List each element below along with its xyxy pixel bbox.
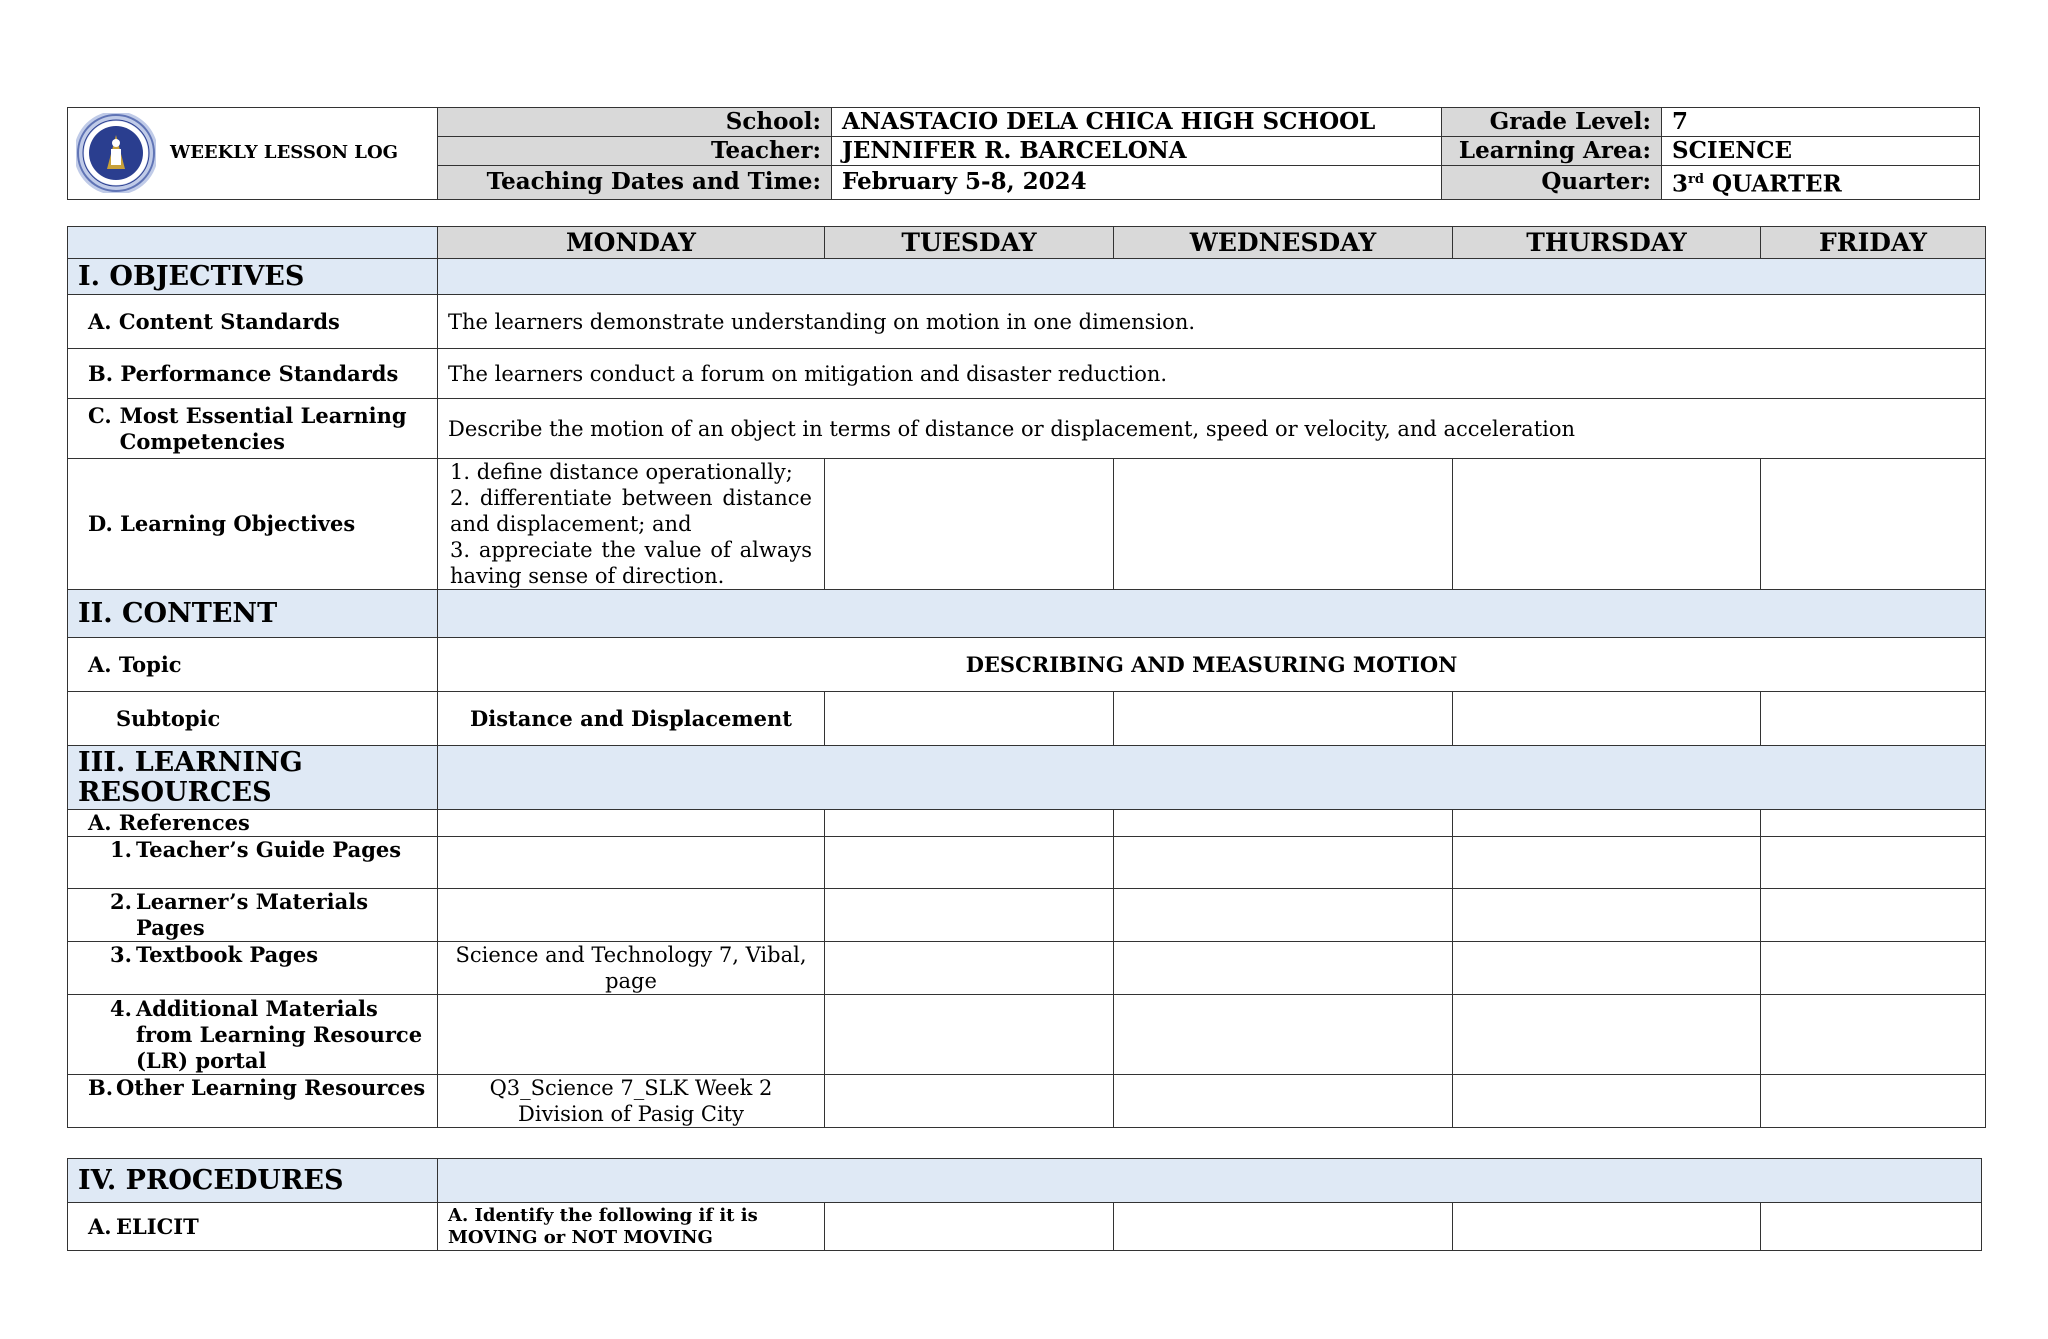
cell-empty (1114, 810, 1453, 837)
day-tuesday: TUESDAY (825, 227, 1114, 259)
quarter-value (1662, 166, 1980, 200)
elicit-text: ELICIT (116, 1213, 199, 1239)
cell-empty (1114, 1075, 1453, 1128)
elicit-monday: A. Identify the following if it is MOVING or NOT MOVING (438, 1203, 825, 1251)
topic-label: A. Topic (68, 638, 438, 692)
cell-empty (1453, 942, 1761, 995)
performance-standards-label: B. Performance Standards (68, 349, 438, 399)
dates-value: February 5-8, 2024 (832, 166, 1442, 200)
log-title: WEEKLY LESSON LOG (170, 142, 399, 164)
cell-empty (1453, 459, 1761, 590)
cell-empty (825, 1203, 1114, 1251)
cell-empty (825, 459, 1114, 590)
melc-label-num: C. (88, 402, 112, 428)
textbook-row (68, 942, 1986, 995)
content-standards-row (68, 295, 1986, 349)
cell-empty (1114, 942, 1453, 995)
melc-text: Describe the motion of an object in terms of distance or displacement, speed or velocity, and acceleration (438, 399, 1986, 459)
cell-empty (825, 837, 1114, 889)
learning-objectives-row (68, 459, 1986, 590)
quarter-rest: QUARTER (1703, 170, 1842, 198)
subtopic-row (68, 692, 1986, 746)
subtopic-text: Distance and Displacement (438, 692, 825, 746)
dates-label: Teaching Dates and Time: (438, 166, 832, 200)
melc-label (68, 399, 438, 459)
cell-empty (1453, 810, 1761, 837)
procedures-heading-row (68, 1159, 1982, 1203)
additional-materials-label (68, 995, 438, 1075)
procedures-heading-fill (438, 1159, 1982, 1203)
procedures-heading: IV. PROCEDURES (68, 1159, 438, 1203)
other-resources-line-2: Division of Pasig City (518, 1102, 744, 1126)
cell-empty (1114, 995, 1453, 1075)
cell-empty (1453, 692, 1761, 746)
cell-empty (825, 995, 1114, 1075)
elicit-label (68, 1203, 438, 1251)
performance-standards-text: The learners conduct a forum on mitigation and disaster reduction. (438, 349, 1986, 399)
melc-label-text: Most Essential Learning Competencies (119, 402, 407, 454)
learners-materials-row (68, 889, 1986, 942)
cell-empty (1761, 942, 1986, 995)
cell-empty (438, 837, 825, 889)
days-row (68, 227, 1986, 259)
content-heading-row (68, 590, 1986, 638)
procedures-table (67, 1158, 1982, 1251)
cell-empty (438, 889, 825, 942)
textbook-label (68, 942, 438, 995)
cell-empty (825, 889, 1114, 942)
references-row (68, 810, 1986, 837)
days-corner (68, 227, 438, 259)
grade-label: Grade Level: (1442, 108, 1662, 137)
header-table (67, 107, 1980, 200)
other-resources-label (68, 1075, 438, 1128)
additional-materials-text: Additional Materials from Learning Resource (LR) portal (136, 995, 423, 1073)
objective-item-1: 1. define distance operationally; (450, 460, 793, 484)
additional-materials-row (68, 995, 1986, 1075)
resources-heading: III. LEARNING RESOURCES (68, 746, 438, 810)
cell-empty (1761, 459, 1986, 590)
teacher-value: JENNIFER R. BARCELONA (832, 137, 1442, 166)
content-standards-text: The learners demonstrate understanding on motion in one dimension. (438, 295, 1986, 349)
objective-item-2: 2. differentiate between distance and displacement; and (450, 486, 812, 536)
resources-heading-fill (438, 746, 1986, 810)
day-wednesday: WEDNESDAY (1114, 227, 1453, 259)
other-resources-num: B. (88, 1075, 114, 1100)
teacher-label: Teacher: (438, 137, 832, 166)
subtopic-label: Subtopic (68, 692, 438, 746)
cell-empty (1453, 889, 1761, 942)
lesson-log-table (67, 226, 1986, 1128)
learning-objectives-label: D. Learning Objectives (68, 459, 438, 590)
other-resources-text: Other Learning Resources (116, 1075, 426, 1100)
cell-empty (438, 995, 825, 1075)
cell-empty (1761, 889, 1986, 942)
performance-standards-row (68, 349, 1986, 399)
objectives-heading: I. OBJECTIVES (68, 259, 438, 295)
cell-empty (1453, 1203, 1761, 1251)
cell-empty (825, 942, 1114, 995)
learners-materials-label (68, 889, 438, 942)
resources-heading-row (68, 746, 1986, 810)
topic-text: DESCRIBING AND MEASURING MOTION (438, 638, 1986, 692)
header-logo-cell (68, 108, 438, 200)
cell-empty (1761, 837, 1986, 889)
cell-empty (825, 1075, 1114, 1128)
cell-empty (825, 692, 1114, 746)
day-thursday: THURSDAY (1453, 227, 1761, 259)
area-label: Learning Area: (1442, 137, 1662, 166)
cell-empty (1761, 1203, 1982, 1251)
cell-empty (1114, 1203, 1453, 1251)
area-value: SCIENCE (1662, 137, 1980, 166)
textbook-num: 3. (110, 942, 132, 967)
cell-empty (1114, 692, 1453, 746)
objectives-heading-fill (438, 259, 1986, 295)
content-heading-fill (438, 590, 1986, 638)
references-label: A. References (68, 810, 438, 837)
cell-empty (1453, 837, 1761, 889)
other-resources-line-1: Q3_Science 7_SLK Week 2 (489, 1076, 773, 1100)
content-heading: II. CONTENT (68, 590, 438, 638)
cell-empty (825, 810, 1114, 837)
melc-row (68, 399, 1986, 459)
textbook-monday: Science and Technology 7, Vibal, page (438, 942, 825, 995)
cell-empty (1761, 1075, 1986, 1128)
elicit-num: A. (88, 1213, 112, 1239)
learning-objectives-monday (438, 459, 825, 590)
day-monday: MONDAY (438, 227, 825, 259)
cell-empty (1761, 995, 1986, 1075)
learners-materials-text: Learner’s Materials Pages (136, 889, 369, 940)
cell-empty (1761, 810, 1986, 837)
cell-empty (1114, 837, 1453, 889)
quarter-label: Quarter: (1442, 166, 1662, 200)
grade-value: 7 (1662, 108, 1980, 137)
teachers-guide-num: 1. (110, 837, 132, 862)
cell-empty (438, 810, 825, 837)
textbook-text: Textbook Pages (136, 942, 319, 967)
quarter-num: 3 (1672, 170, 1689, 198)
school-value: ANASTACIO DELA CHICA HIGH SCHOOL (832, 108, 1442, 137)
topic-row (68, 638, 1986, 692)
cell-empty (1453, 1075, 1761, 1128)
content-standards-label: A. Content Standards (68, 295, 438, 349)
learners-materials-num: 2. (110, 889, 132, 914)
additional-materials-num: 4. (110, 995, 132, 1021)
teachers-guide-label (68, 837, 438, 889)
quarter-sup: rd (1688, 172, 1704, 187)
teachers-guide-row (68, 837, 1986, 889)
cell-empty (1761, 692, 1986, 746)
teachers-guide-text: Teacher’s Guide Pages (136, 837, 402, 862)
objective-item-3: 3. appreciate the value of always having sense of direction. (450, 538, 812, 588)
cell-empty (1114, 459, 1453, 590)
school-label: School: (438, 108, 832, 137)
day-friday: FRIDAY (1761, 227, 1986, 259)
elicit-row (68, 1203, 1982, 1251)
objectives-heading-row (68, 259, 1986, 295)
cell-empty (1114, 889, 1453, 942)
cell-empty (1453, 995, 1761, 1075)
other-resources-row (68, 1075, 1986, 1128)
other-resources-monday (438, 1075, 825, 1128)
deped-seal-icon (76, 113, 156, 193)
